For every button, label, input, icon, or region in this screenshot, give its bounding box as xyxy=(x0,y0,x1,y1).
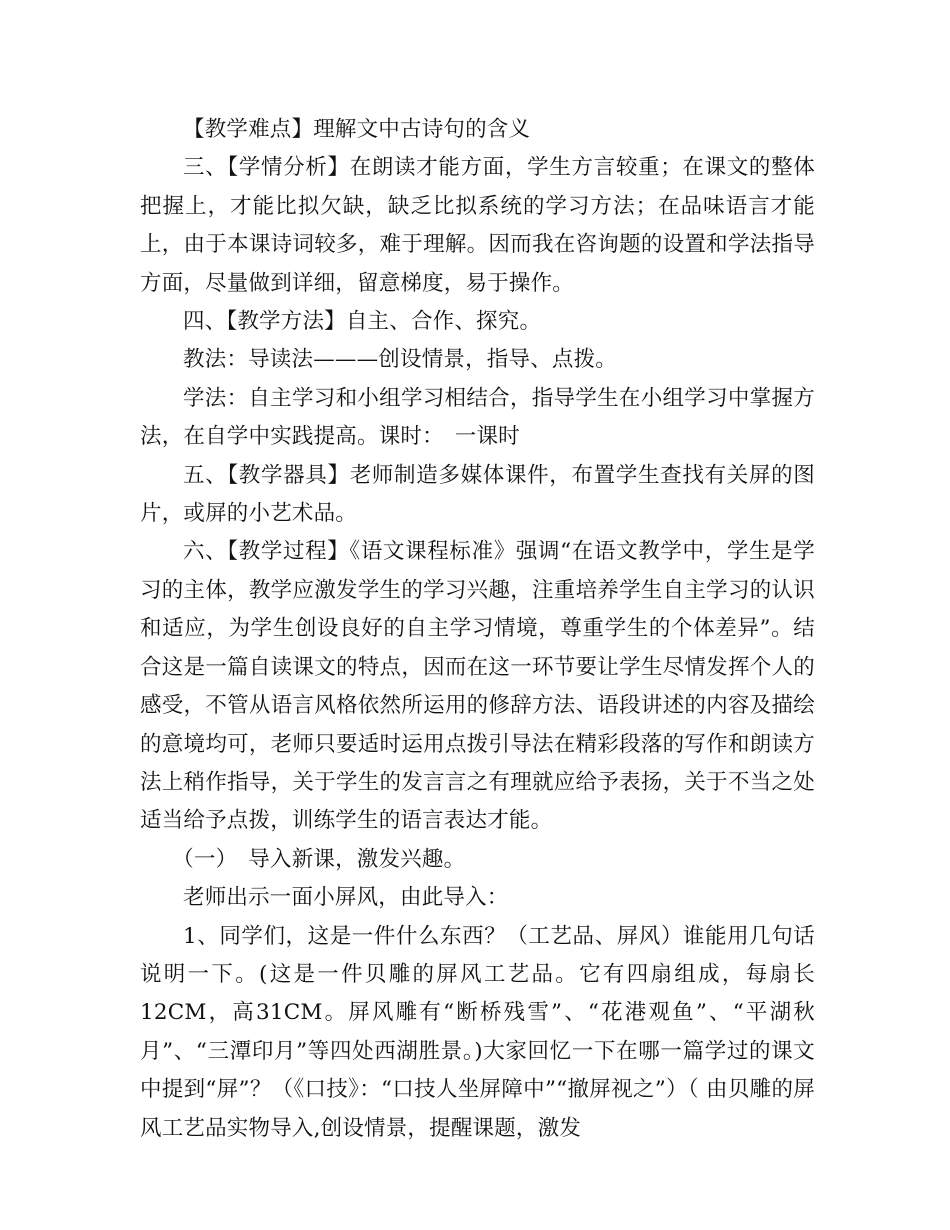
paragraph-teacher-shows: 老师出示一面小屏风，由此导入： xyxy=(183,885,509,911)
paragraph-question-one: 1、同学们，这是一件什么东西？（工艺品、屏风）谁能用几句话说明一下。(这是一件贝雕的屏风工艺品。它有四扇组成，每扇长12CM，高31CM。屏风雕有“断桥残雪”、“花港观鱼”、“平湖秋月”、“三潭印月”等四处西湖胜景。)大家回忆一下在哪一篇学过的课文中提到“屏”？（《口技》：“口技人坐屏障中”“撤屏视之”）（ 由贝雕的屏风工艺品实物导入,创设情景，提醒课题，激发 xyxy=(140,923,815,1141)
paragraph-teaching-method: 四、【教学方法】自主、合作、探究。 xyxy=(183,309,542,335)
paragraph-learning-analysis: 三、【学情分析】在朗读才能方面，学生方言较重；在课文的整体把握上，才能比拟欠缺，缺乏比拟系统的学习方法；在品味语言才能上，由于本课诗词较多，难于理解。因而我在咨询题的设置和学法指导方面，尽量做到详细，留意梯度，易于操作。 xyxy=(140,155,815,296)
paragraph-teaching-difficulty: 【教学难点】理解文中古诗句的含义 xyxy=(183,117,531,142)
paragraph-section-one: （一） 导入新课，激发兴趣。 xyxy=(172,846,466,872)
paragraph-teaching-approach: 教法：导读法———创设情景，指导、点拨。 xyxy=(183,347,618,373)
paragraph-teaching-process: 六、【教学过程】《语文课程标准》强调“在语文教学中，学生是学习的主体，教学应激发学生的学习兴趣，注重培养学生自主学习的认识和适应，为学生创设良好的自主学习情境，尊重学生的个体差异”。结合这是一篇自读课文的特点，因而在这一环节要让学生尽情发挥个人的感受，不管从语言风格依然所运用的修辞方法、语段讲述的内容及描绘的意境均可，老师只要适时运用点拨引导法在精彩段落的写作和朗读方法上稍作指导，关于学生的发言言之有理就应给予表扬，关于不当之处适当给予点拨，训练学生的语言表达才能。 xyxy=(140,539,815,834)
paragraph-study-approach: 学法：自主学习和小组学习相结合，指导学生在小组学习中掌握方法，在自学中实践提高。课时： 一课时 xyxy=(140,385,815,450)
paragraph-teaching-tools: 五、【教学器具】老师制造多媒体课件，布置学生查找有关屏的图片，或屏的小艺术品。 xyxy=(140,462,815,527)
document-page xyxy=(140,111,815,1148)
